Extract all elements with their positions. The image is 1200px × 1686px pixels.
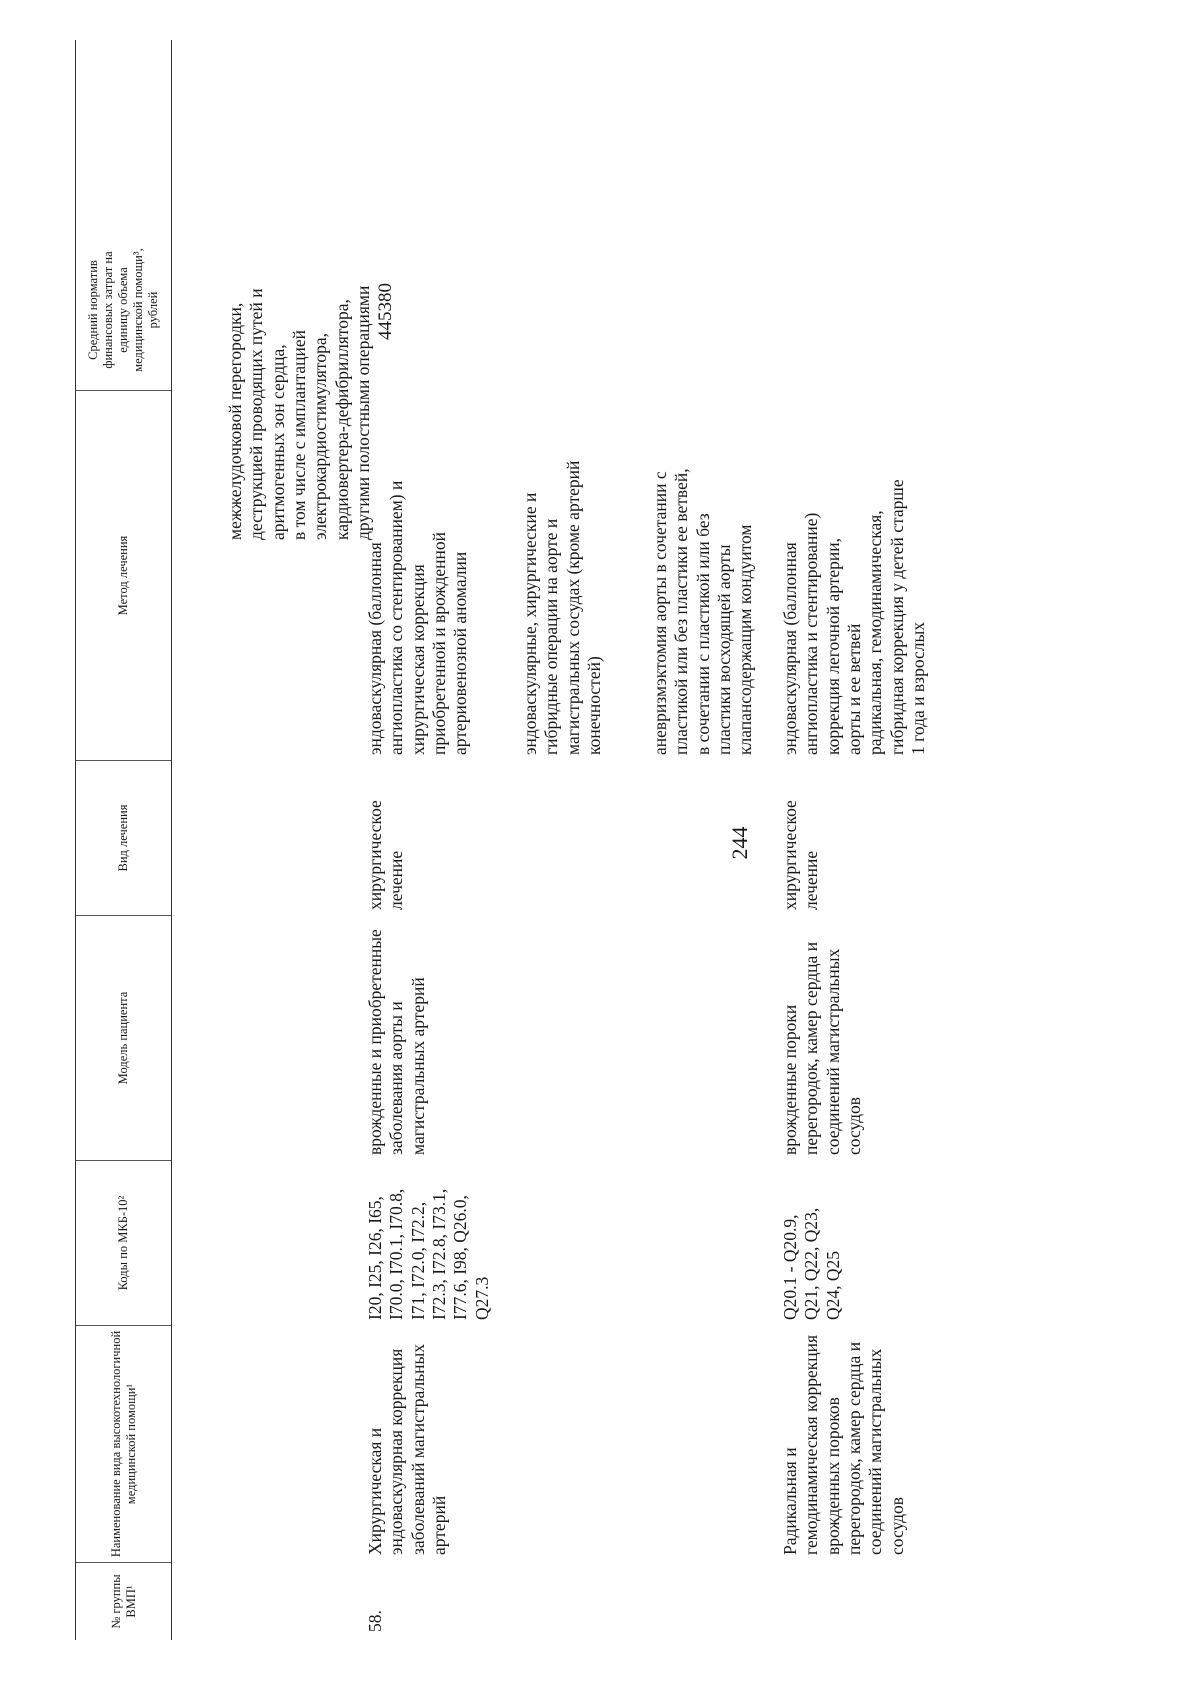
text-line: аритмогенных зон сердца,: [267, 344, 288, 540]
normative-value: 445380: [375, 283, 396, 340]
text-line: Радикальная и: [780, 1447, 800, 1555]
patient-model: [780, 910, 865, 1155]
text-line: I77.6, I98, Q26.0,: [450, 1195, 471, 1320]
patient-model: [365, 910, 429, 1155]
text-line: эндоваскулярная (баллонная: [780, 542, 800, 755]
text-line: эндоваскулярные, хирургические и: [520, 492, 540, 755]
text-line: аневризмэктомия аорты в сочетании с: [650, 471, 670, 755]
icd-codes: [780, 1150, 844, 1320]
text-line: заболевания аорты и: [386, 1001, 407, 1155]
text-line: электрокардиостимулятора,: [310, 333, 331, 540]
vmp-name: [780, 1315, 908, 1555]
header-group-no: № группы ВМП¹: [76, 1562, 171, 1640]
text-line: в том числе с имплантацией: [289, 329, 310, 540]
text-line: лечение: [801, 850, 822, 910]
text-line: эндоваскулярная (баллонная: [365, 542, 385, 755]
text-line: пластикой или без пластики ее ветвей,: [671, 468, 692, 755]
text-line: артериовенозной аномалии: [450, 551, 471, 755]
text-line: деструкцией проводящих путей и: [246, 288, 267, 540]
vmp-name: [365, 1320, 450, 1555]
header-normative: Средний норматив финансовых затрат на единицу объема медицинской помощи³, рублей: [86, 248, 160, 372]
treatment-type: [365, 760, 408, 910]
text-line: гибридные операции на аорте и: [541, 518, 562, 755]
text-line: заболеваний магистральных: [407, 1343, 428, 1555]
header-treatment-method: Метод лечения: [76, 390, 171, 760]
page-number: 244: [727, 826, 752, 860]
text-line: приобретенной и врожденной: [429, 532, 450, 755]
text-line: магистральных артерий: [407, 977, 428, 1155]
table-header-row: [75, 40, 172, 1640]
text-line: артерий: [429, 1495, 450, 1555]
text-line: 1 года и взрослых: [908, 621, 929, 755]
text-line: в сочетании с пластикой или без: [692, 513, 713, 755]
treatment-method-2: [520, 255, 605, 755]
text-line: хирургическое: [365, 800, 385, 910]
text-line: I71, I72.0, I72.2,: [407, 1201, 428, 1320]
text-line: соединений магистральных: [865, 1348, 886, 1555]
treatment-type: [780, 760, 823, 910]
text-line: Хирургическая и: [365, 1427, 385, 1555]
treatment-method-3: [650, 255, 757, 755]
text-line: магистральных сосудах (кроме артерий: [562, 460, 583, 755]
text-line: ангиопластика со стентированием) и: [386, 480, 407, 755]
text-line: хирургическое: [780, 800, 800, 910]
group-number: 58.: [365, 1610, 385, 1632]
header-icd-codes: Коды по МКБ-10²: [76, 1160, 171, 1325]
text-line: соединений магистральных: [822, 948, 843, 1155]
text-line: сосудов: [844, 1096, 865, 1155]
icd-codes: [365, 1150, 493, 1320]
text-line: аорты и ее ветвей: [844, 623, 865, 755]
text-line: эндоваскулярная коррекция: [386, 1348, 407, 1555]
text-line: другими полостными операциями: [353, 285, 374, 540]
text-line: радикальная, гемодинамическая,: [865, 510, 886, 755]
rotated-table-sheet: [75, 40, 1125, 1640]
header-vmp-name: Наименование вида высокотехнологичной медицинской помощи¹: [76, 1325, 171, 1562]
text-line: перегородок, камер сердца и: [801, 941, 822, 1155]
text-line: сосудов: [886, 1496, 907, 1555]
text-line: межжелудочковой перегородки,: [225, 302, 245, 540]
text-line: Q27.3: [471, 1276, 492, 1320]
text-line: клапансодержащим кондуитом: [735, 524, 756, 755]
text-line: гибридная коррекция у детей старше: [886, 479, 907, 755]
text-line: кардиовертера-дефибриллятора,: [331, 299, 352, 540]
text-line: врожденные и приобретенные: [365, 929, 385, 1155]
text-line: ангиопластика и стентирование): [801, 512, 822, 755]
text-line: врожденных пороков: [822, 1397, 843, 1555]
text-line: коррекция легочной артерии,: [822, 537, 843, 755]
method-continuation: [225, 40, 374, 540]
text-line: врожденные пороки: [780, 1004, 800, 1155]
header-treatment-type: Вид лечения: [76, 760, 171, 915]
text-line: Q24, Q25: [822, 1250, 843, 1320]
text-line: хирургическая коррекция: [407, 564, 428, 755]
treatment-method: [780, 255, 929, 755]
text-line: Q21, Q22, Q23,: [801, 1207, 822, 1320]
treatment-method-1: [365, 255, 472, 755]
text-line: пластики восходящей аорты: [714, 544, 735, 755]
text-line: гемодинамическая коррекция: [801, 1335, 822, 1555]
text-line: I72.3, I72.8, I73.1,: [429, 1188, 450, 1320]
text-line: I70.0, I70.1, I70.8,: [386, 1188, 407, 1320]
text-line: I20, I25, I26, I65,: [365, 1196, 385, 1320]
text-line: конечностей): [584, 656, 605, 755]
text-line: перегородок, камер сердца и: [844, 1341, 865, 1555]
text-line: Q20.1 - Q20.9,: [780, 1214, 800, 1320]
header-patient-model: Модель пациента: [76, 915, 171, 1160]
text-line: лечение: [386, 850, 407, 910]
